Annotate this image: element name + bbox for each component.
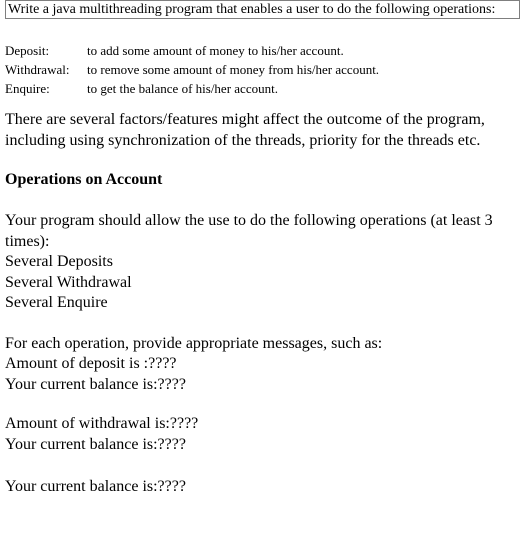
- balance-message: Your current balance is:????: [5, 435, 186, 453]
- factors-line: including using synchronization of the threads, priority for the threads etc.: [5, 131, 481, 149]
- messages-block: [5, 334, 520, 396]
- factors-paragraph: [5, 110, 520, 151]
- messages-intro: For each operation, provide appropriate messages, such as:: [5, 334, 383, 352]
- balance-message: Your current balance is:????: [5, 478, 186, 495]
- intro-box: [5, 0, 520, 19]
- requirement-item: Several Enquire: [5, 294, 108, 311]
- operation-enquire: [5, 79, 520, 98]
- deposit-message: Amount of deposit is :????: [5, 355, 177, 372]
- operation-term: Withdrawal:: [5, 62, 70, 77]
- factors-line: There are several factors/features might affect the outcome of the program,: [5, 111, 485, 128]
- operation-term: Deposit:: [5, 43, 50, 58]
- operation-description: to get the balance of his/her account.: [87, 81, 278, 96]
- intro-text: Write a java multithreading program that enables a user to do the following operations:: [8, 2, 496, 17]
- requirement-item: Several Withdrawal: [5, 273, 132, 291]
- requirements-line: Your program should allow the use to do the following operations (at least 3: [5, 212, 493, 229]
- operation-description: to add some amount of money to his/her account.: [87, 43, 344, 58]
- withdraw-messages-block: [5, 414, 520, 455]
- requirements-block: [5, 211, 520, 314]
- requirements-line: times):: [5, 232, 50, 250]
- requirement-item: Several Deposits: [5, 253, 113, 270]
- document-page: [5, 0, 520, 498]
- operation-term: Enquire:: [5, 81, 50, 96]
- balance-message: Your current balance is:????: [5, 375, 186, 393]
- operation-withdrawal: [5, 60, 520, 79]
- operation-deposit: [5, 41, 520, 60]
- enquire-messages-block: [5, 477, 520, 498]
- withdraw-message: Amount of withdrawal is:????: [5, 415, 199, 432]
- section-heading: Operations on Account: [5, 171, 163, 188]
- operations-list: [5, 41, 520, 98]
- operation-description: to remove some amount of money from his/her account.: [87, 62, 380, 77]
